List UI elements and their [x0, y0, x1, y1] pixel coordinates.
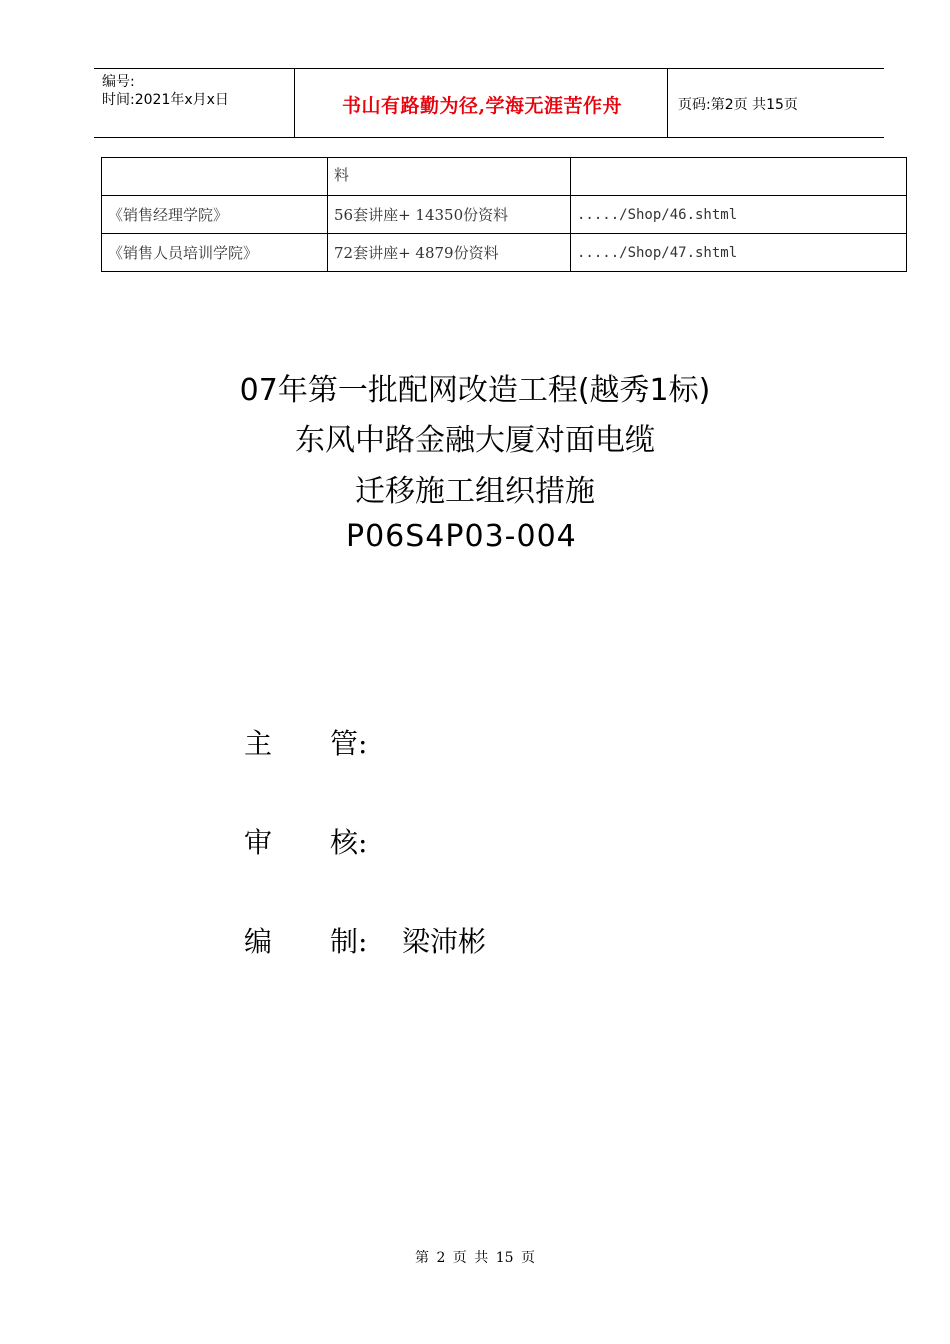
resource-table	[101, 157, 907, 272]
document-number-label: 编号:	[102, 74, 135, 90]
table-cell: 《销售经理学院》	[102, 196, 328, 234]
author-label-char1: 编	[244, 925, 273, 958]
supervisor-label-char1: 主	[244, 727, 273, 760]
header-motto: 书山有路勤为径,学海无涯苦作舟	[341, 95, 623, 117]
table-cell: 72套讲座+ 4879份资料	[328, 234, 571, 272]
table-cell: 料	[328, 158, 571, 196]
table-cell	[571, 158, 907, 196]
table-row	[102, 196, 907, 234]
document-code: P06S4P03-004	[346, 519, 577, 554]
page-footer: 第 2 页 共 15 页	[415, 1250, 535, 1266]
table-link-cell[interactable]: ...../Shop/46.shtml	[571, 196, 907, 234]
header-divider	[667, 69, 668, 137]
header-meta	[102, 73, 229, 109]
table-cell	[102, 158, 328, 196]
header-page-info: 页码:第2页 共15页	[678, 97, 798, 113]
supervisor-label-char2: 管:	[330, 727, 368, 760]
document-title-line2: 东风中路金融大厦对面电缆	[295, 423, 655, 458]
author-label-char2: 制:	[330, 925, 368, 958]
table-link-cell[interactable]: ...../Shop/47.shtml	[571, 234, 907, 272]
reviewer-label-char1: 审	[244, 826, 273, 859]
reviewer-label-char2: 核:	[330, 826, 368, 859]
document-time-label: 时间:2021年x月x日	[102, 92, 229, 108]
table-cell: 56套讲座+ 14350份资料	[328, 196, 571, 234]
table-row	[102, 234, 907, 272]
document-title-line3: 迁移施工组织措施	[355, 474, 595, 509]
page-header	[94, 68, 884, 138]
table-row	[102, 158, 907, 196]
header-divider	[294, 69, 295, 137]
table-cell: 《销售人员培训学院》	[102, 234, 328, 272]
author-value: 梁沛彬	[402, 925, 487, 958]
document-title-line1: 07年第一批配网改造工程(越秀1标)	[239, 373, 711, 408]
